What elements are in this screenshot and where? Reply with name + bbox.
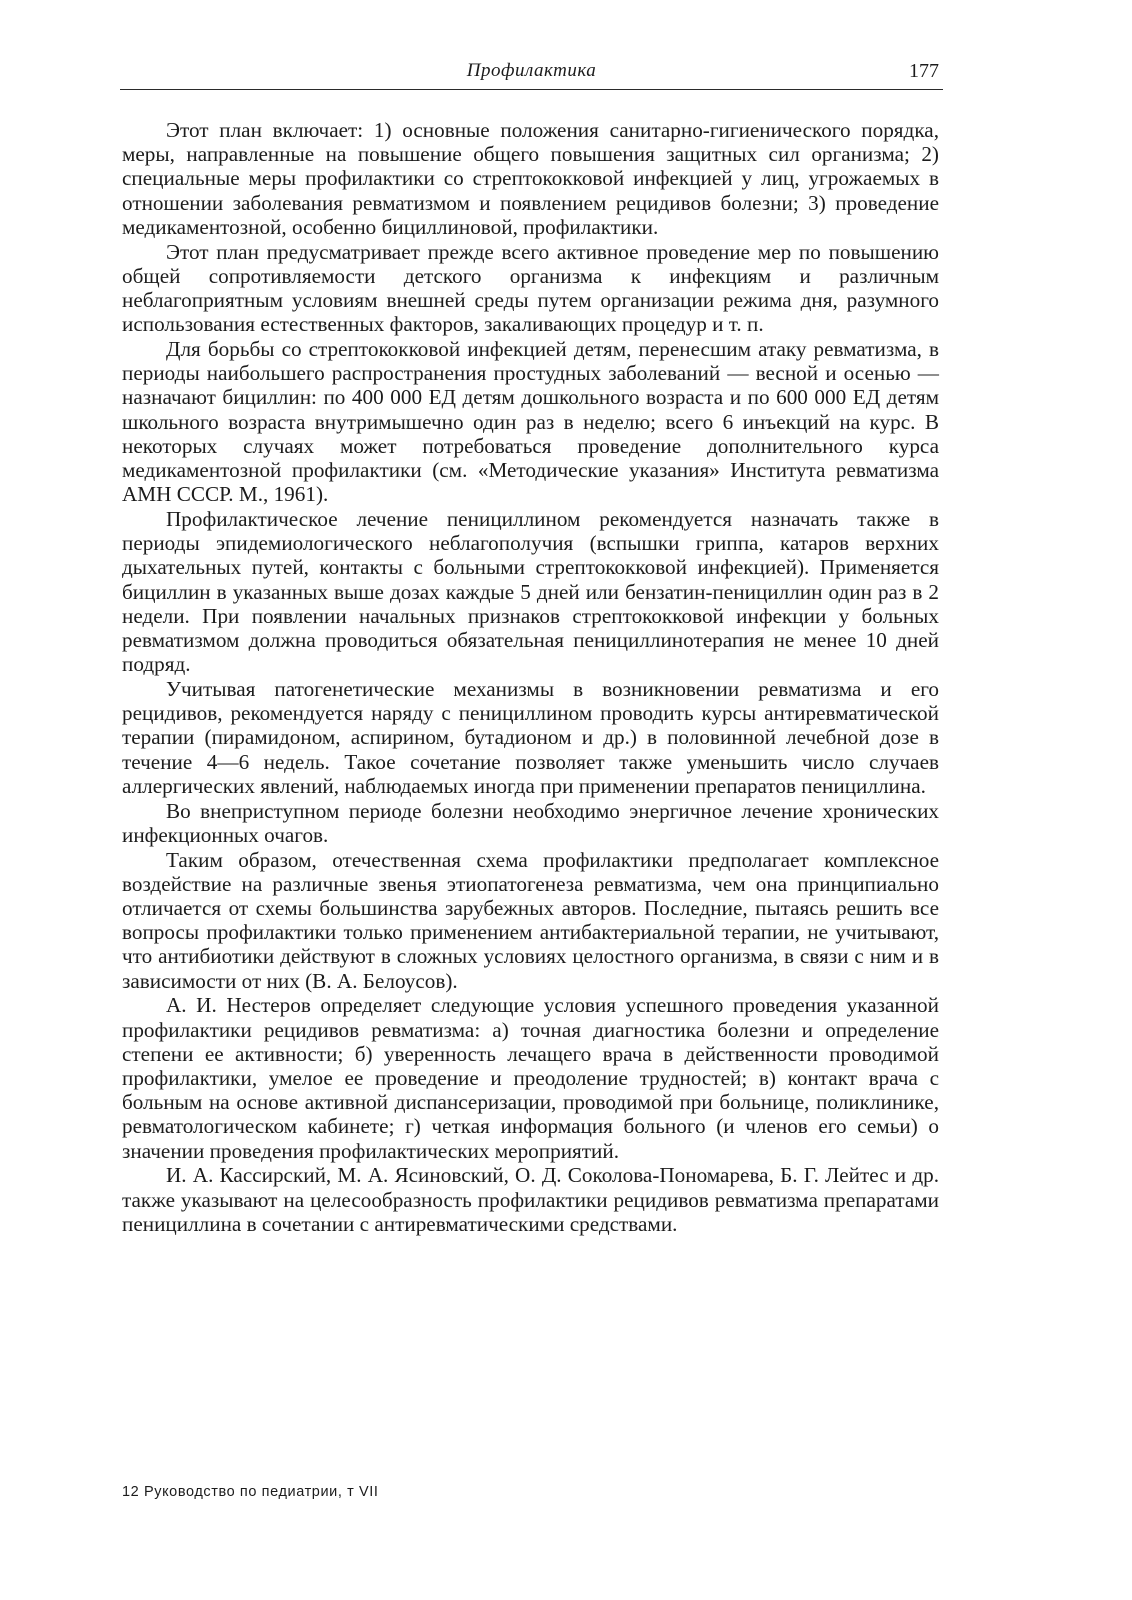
paragraph-chronic-foci: Во внеприступном периоде болезни необходимо энергичное лечение хронических инфекционных очагов. [122,798,939,847]
paragraph-domestic-scheme: Таким образом, отечественная схема профилактики предполагает комплексное воздействие на различные звенья этиопатогенеза ревматизма, чем она принципиально отличается от схемы большинства зарубежных авторов. Последние, пытаясь решить все вопросы профилактики только применением антибактериальной терапии, не учитывают, что антибиотики действуют в сложных условиях целостного организма, в связи с ним и в зависимости от них (В. А. Белоусов). [122,847,939,993]
paragraph-bicillin-dosage: Для борьбы со стрептококковой инфекцией детям, перенесшим атаку ревматизма, в периоды наибольшего распространения простудных заболеваний — весной и осенью — назначают бициллин: по 400 000 ЕД детям дошкольного возраста и по 600 000 ЕД детям школьного возраста внутримышечно один раз в неделю; всего 6 инъекций на курс. В некоторых случаях может потребоваться проведение дополнительного курса медикаментозной профилактики (см. «Методические указания» Института ревматизма АМН СССР. М., 1961). [122,337,939,507]
paragraph-antirheumatic-therapy: Учитывая патогенетические механизмы в возникновении ревматизма и его рецидивов, рекомендуется наряду с пенициллином проводить курсы антиревматической терапии (пирамидоном, аспирином, бутадионом и др.) в половинной лечебной дозе в течение 4—6 недель. Такое сочетание позволяет также уменьшить число случаев аллергических явлений, наблюдаемых иногда при применении препаратов пенициллина. [122,677,939,798]
running-title: Профилактика [466,60,597,81]
paragraph-plan-provides: Этот план предусматривает прежде всего активное проведение мер по повышению общей сопротивляемости детского организма к инфекциям и различным неблагоприятным условиям внешней среды путем организации режима дня, разумного использования естественных факторов, закаливающих процедур и т. п. [122,239,939,337]
page-number: 177 [909,60,939,82]
running-head [120,58,943,94]
paragraph-penicillin-treatment: Профилактическое лечение пенициллином рекомендуется назначать также в периоды эпидемиологического неблагополучия (вспышки гриппа, катаров верхних дыхательных путей, контакты с больными стрептококковой инфекцией). Применяется бициллин в указанных выше дозах каждые 5 дней или бензатин-пенициллин один раз в 2 недели. При появлении начальных признаков стрептококковой инфекции у больных ревматизмом должна проводиться обязательная пенициллинотерапия не менее 10 дней подряд. [122,507,939,677]
paragraph-plan-includes: Этот план включает: 1) основные положения санитарно-гигиенического порядка, меры, направленные на повышение общего повышения защитных сил организма; 2) специальные меры профилактики со стрептококковой инфекцией у лиц, угрожаемых в отношении заболевания ревматизмом и появлением рецидивов болезни; 3) проведение медикаментозной, особенно бициллиновой, профилактики. [122,118,939,239]
paragraph-other-authors: И. А. Кассирский, М. А. Ясиновский, О. Д. Соколова-Пономарева, Б. Г. Лейтес и др. также указывают на целесообразность профилактики рецидивов ревматизма препаратами пенициллина в сочетании с антиревматическими средствами. [122,1163,939,1236]
body-text [122,118,939,1237]
signature-line: 12 Руководство по педиатрии, т VII [122,1484,379,1500]
header-rule [120,89,943,90]
paragraph-nesterov-conditions: А. И. Нестеров определяет следующие условия успешного проведения указанной профилактики рецидивов ревматизма: а) точная диагностика болезни и определение степени ее активности; б) уверенность лечащего врача в действенности проводимой профилактики, умелое ее проведение и преодоление трудностей; в) контакт врача с больным на основе активной диспансеризации, проводимой при больнице, поликлинике, ревматологическом кабинете; г) четкая информация больного (и членов его семьи) о значении проведения профилактических мероприятий. [122,993,939,1163]
